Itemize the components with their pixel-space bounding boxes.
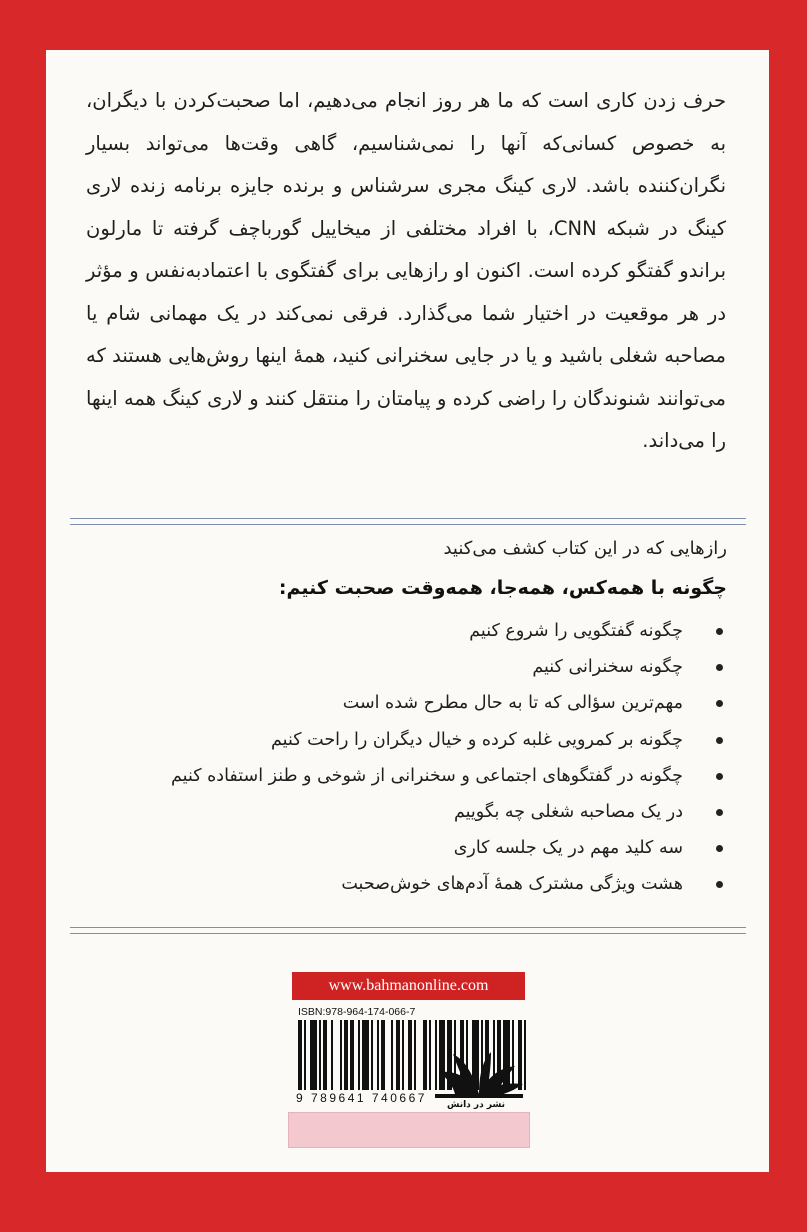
barcode-number: 9 789641 740667 (296, 1091, 427, 1105)
list-item-text: هشت ویژگی مشترک همهٔ آدم‌های خوش‌صحبت (341, 874, 683, 895)
bullet-icon (716, 881, 723, 888)
bullet-icon (716, 700, 723, 707)
description-paragraph: حرف زدن کاری است که ما هر روز انجام می‌دهیم، اما صحبت‌کردن با دیگران، به خصوص کسانی‌که آنها را نمی‌شناسیم، گاهی وقت‌ها می‌تواند بسیار نگران‌کننده باشد. لاری کینگ مجری سرشناس و برنده جایزه برنامه زنده لاری کینگ در شبکه CNN، با افراد مختلفی از میخاییل گورباچف گرفته تا مارلون براندو گفتگو کرده است. اکنون او رازهایی برای گفتگوی با اعتمادبه‌نفس و مؤثر در هر موقعیت در اختیار شما می‌گذارد. فرقی نمی‌کند در یک مهمانی شام یا مصاحبه شغلی باشید و یا در جایی سخنرانی کنید، همهٔ اینها روش‌هایی هستند که می‌توانند شنوندگان را راضی کرده و پیامتان را منتقل کنند و لاری کینگ همه اینها را می‌داند. (86, 89, 726, 452)
bullet-icon (716, 628, 723, 635)
isbn-label: ISBN:978-964-174-066-7 (298, 1006, 416, 1018)
secrets-subheading: چگونه با همه‌کس، همه‌جا، همه‌وقت صحبت کنیم: (278, 577, 727, 599)
secrets-list (107, 613, 727, 903)
bullet-icon (716, 664, 723, 671)
list-item-text: چگونه گفتگویی را شروع کنیم (469, 621, 683, 641)
list-item-text: در یک مصاحبه شغلی چه بگوییم (453, 801, 683, 822)
list-item-text: چگونه بر کمرویی غلبه کرده و خیال دیگران را راحت کنیم (271, 729, 683, 750)
list-item-text: چگونه در گفتگوهای اجتماعی و سخنرانی از شوخی و طنز استفاده کنیم (171, 765, 683, 786)
secrets-heading: رازهایی که در این کتاب کشف می‌کنید (443, 538, 727, 559)
list-item (107, 685, 727, 721)
back-cover-page (46, 50, 769, 1172)
list-item-text: مهم‌ترین سؤالی که تا به حال مطرح شده است (342, 693, 683, 714)
list-item (107, 613, 727, 649)
book-description (86, 80, 726, 463)
list-item (107, 649, 727, 685)
section-divider-top (70, 518, 746, 525)
list-item (107, 794, 727, 830)
bullet-icon (716, 773, 723, 780)
publisher-name: نشر در دانش (446, 1100, 505, 1110)
list-item-text: چگونه سخنرانی کنیم (532, 657, 683, 678)
price-sticker (288, 1112, 530, 1148)
list-item (107, 758, 727, 794)
list-item (107, 722, 727, 758)
list-item (107, 830, 727, 866)
bullet-icon (716, 809, 723, 816)
list-item-text: سه کلید مهم در یک جلسه کاری (453, 838, 683, 859)
publisher-website: www.bahmanonline.com (292, 972, 525, 1000)
section-divider-bottom (70, 927, 746, 934)
bullet-icon (716, 845, 723, 852)
bullet-icon (716, 737, 723, 744)
list-item (107, 866, 727, 902)
book-bird-logo-icon (429, 1048, 529, 1100)
